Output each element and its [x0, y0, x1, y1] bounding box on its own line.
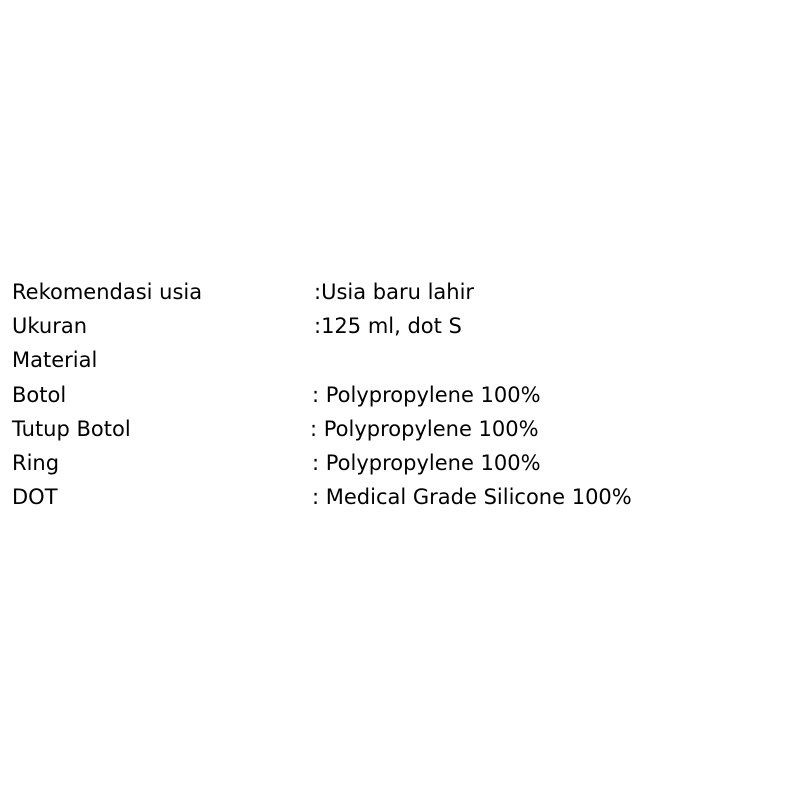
spec-row-nipple	[12, 480, 782, 514]
spec-label: Tutup Botol	[12, 416, 131, 441]
spec-row-size	[12, 309, 782, 343]
spec-label: Botol	[12, 382, 67, 407]
spec-label: Ukuran	[12, 314, 88, 339]
spec-row-ring	[12, 446, 782, 480]
spec-value: : Polypropylene 100%	[310, 416, 539, 441]
spec-label: Ring	[12, 450, 60, 475]
spec-value: : Polypropylene 100%	[312, 382, 541, 407]
spec-value: :Usia baru lahir	[314, 280, 475, 304]
spec-label: Rekomendasi usia	[12, 280, 203, 304]
spec-row-material-heading	[12, 343, 782, 377]
spec-label: DOT	[12, 485, 58, 510]
product-spec-table	[12, 275, 782, 514]
spec-value: : Medical Grade Silicone 100%	[312, 485, 632, 510]
spec-value: : Polypropylene 100%	[312, 450, 541, 475]
spec-row-bottle	[12, 378, 782, 412]
spec-label: Material	[12, 348, 98, 373]
spec-value: :125 ml, dot S	[314, 314, 462, 339]
spec-row-age-recommendation	[12, 275, 782, 309]
spec-row-bottle-cap	[12, 412, 782, 446]
